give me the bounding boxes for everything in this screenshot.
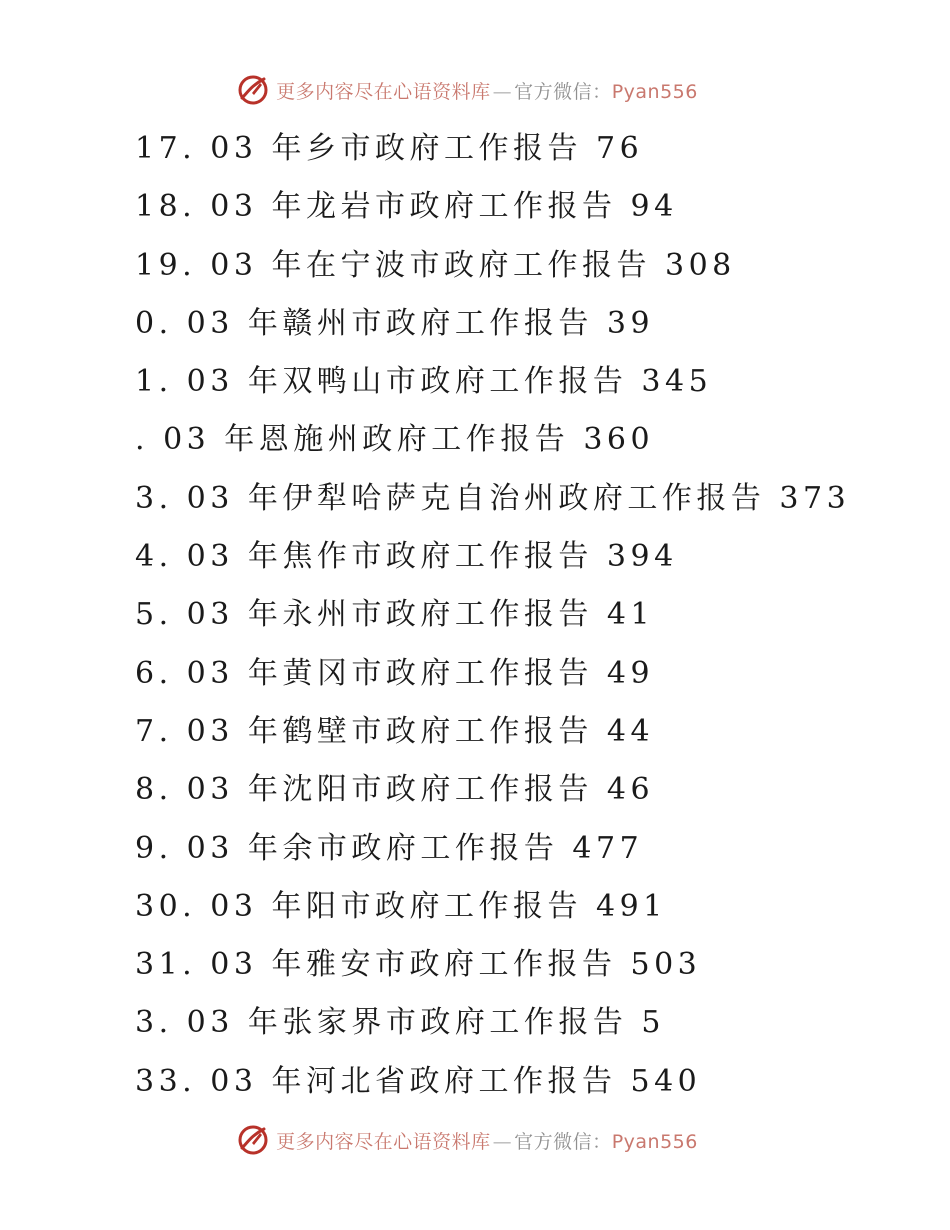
toc-item: . 03 年恩施州政府工作报告 360 — [135, 422, 655, 458]
toc-item: 7. 03 年鹤壁市政府工作报告 44 — [135, 713, 655, 749]
watermark-content — [236, 73, 698, 107]
watermark-note: 官方微信： — [514, 1130, 612, 1153]
watermark-text — [276, 1127, 698, 1154]
toc-item: 3. 03 年伊犁哈萨克自治州政府工作报告 373 — [135, 480, 851, 516]
watermark-separator: — — [492, 80, 513, 103]
toc-item: 1. 03 年双鸭山市政府工作报告 345 — [135, 364, 713, 400]
toc-item: 3. 03 年张家界市政府工作报告 5 — [135, 1005, 665, 1041]
footer-watermark-banner — [0, 1120, 950, 1160]
watermark-main-text: 更多内容尽在心语资料库 — [276, 1130, 491, 1153]
toc-item: 31. 03 年雅安市政府工作报告 503 — [135, 947, 702, 983]
toc-item: 6. 03 年黄冈市政府工作报告 49 — [135, 655, 655, 691]
toc-item: 9. 03 年余市政府工作报告 477 — [135, 830, 644, 866]
toc-item: 4. 03 年焦作市政府工作报告 394 — [135, 539, 678, 575]
toc-item: 5. 03 年永州市政府工作报告 41 — [135, 597, 655, 633]
toc-item: 0. 03 年赣州市政府工作报告 39 — [135, 305, 655, 341]
toc-item: 8. 03 年沈阳市政府工作报告 46 — [135, 772, 655, 808]
watermark-text — [276, 77, 698, 104]
watermark-separator: — — [492, 1130, 513, 1153]
toc-item: 18. 03 年龙岩市政府工作报告 94 — [135, 189, 678, 225]
watermark-note: 官方微信： — [514, 80, 612, 103]
toc-item: 19. 03 年在宁波市政府工作报告 308 — [135, 247, 736, 283]
toc-item: 30. 03 年阳市政府工作报告 491 — [135, 888, 667, 924]
watermark-main-text: 更多内容尽在心语资料库 — [276, 80, 491, 103]
watermark-wechat-id: Pyan556 — [611, 80, 698, 103]
toc-item: 17. 03 年乡市政府工作报告 76 — [135, 131, 644, 166]
pen-circle-logo-icon — [236, 73, 270, 107]
watermark-content — [236, 1123, 698, 1157]
header-watermark-banner — [0, 70, 950, 110]
toc-list — [135, 120, 935, 1111]
watermark-wechat-id: Pyan556 — [611, 1130, 698, 1153]
toc-item: 33. 03 年河北省政府工作报告 540 — [135, 1063, 702, 1099]
pen-circle-logo-icon — [236, 1123, 270, 1157]
